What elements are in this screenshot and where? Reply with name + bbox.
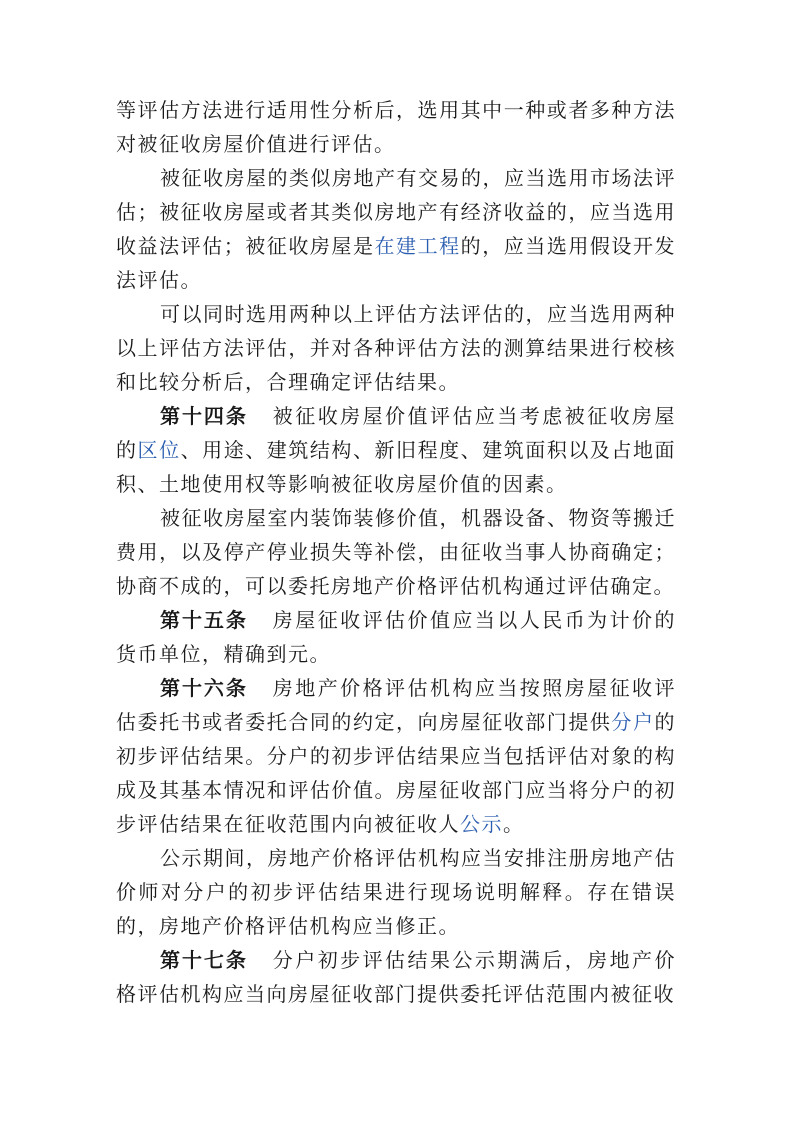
paragraph-text: 可以同时选用两种以上评估方法评估的，应当选用两种以上评估方法评估，并对各种评估方法的测算结果进行校核和比较分析后，合理确定评估结果。 [116,302,676,394]
paragraph-text: 的初步评估结果。分户的初步评估结果应当包括评估对象的构成及其基本情况和评估价值。房屋征收部门应当将分户的初步评估结果在征收范围内向被征收人 [116,710,677,836]
link-construction-in-progress[interactable]: 在建工程 [374,234,461,258]
article-17-label: 第十七条 [160,948,248,972]
article-14 [116,399,676,501]
article-16 [116,671,676,841]
paragraph-decoration-compensation [116,501,676,603]
article-14-label: 第十四条 [160,404,248,428]
article-15-label: 第十五条 [160,608,248,632]
paragraph-text: 、用途、建筑结构、新旧程度、建筑面积以及占地面积、土地使用权等影响被征收房屋价值的因素。 [116,438,677,496]
paragraph-text: 公示期间，房地产价格评估机构应当安排注册房地产估价师对分户的初步评估结果进行现场说明解释。存在错误的，房地产价格评估机构应当修正。 [116,846,676,938]
paragraph-valuation-methods [116,161,676,297]
link-public-notice[interactable]: 公示 [460,812,503,836]
paragraph-text: 被征收房屋价值评估应当考虑被征收房屋的 [116,404,677,462]
paragraph-text: 分户初步评估结果公示期满后，房地产价格评估机构应当向房屋征收部门提供委托评估范围内被征收 [116,948,677,1006]
paragraph-multiple-methods [116,297,676,399]
paragraph-text: 等评估方法进行适用性分析后，选用其中一种或者多种方法对被征收房屋价值进行评估。 [116,98,676,156]
link-household[interactable]: 分户 [611,710,655,734]
paragraph-text: 。 [503,812,525,836]
article-15 [116,603,676,671]
paragraph-text: 的，应当选用假设开发法评估。 [116,234,677,292]
link-location[interactable]: 区位 [137,438,181,462]
paragraph-text: 房地产价格评估机构应当按照房屋征收评估委托书或者委托合同的约定，向房屋征收部门提供 [116,676,677,734]
paragraph-notice-period [116,841,676,943]
paragraph-text: 房屋征收评估价值应当以人民币为计价的货币单位，精确到元。 [116,608,677,666]
paragraph-text: 被征收房屋的类似房地产有交易的，应当选用市场法评估；被征收房屋或者其类似房地产有经济收益的，应当选用收益法评估；被征收房屋是 [116,166,676,258]
paragraph-continuation [116,93,676,161]
paragraph-text: 被征收房屋室内装饰装修价值，机器设备、物资等搬迁费用，以及停产停业损失等补偿，由征收当事人协商确定；协商不成的，可以委托房地产价格评估机构通过评估确定。 [116,506,676,598]
article-16-label: 第十六条 [160,676,248,700]
article-17 [116,943,676,1011]
document-body [116,93,676,1011]
